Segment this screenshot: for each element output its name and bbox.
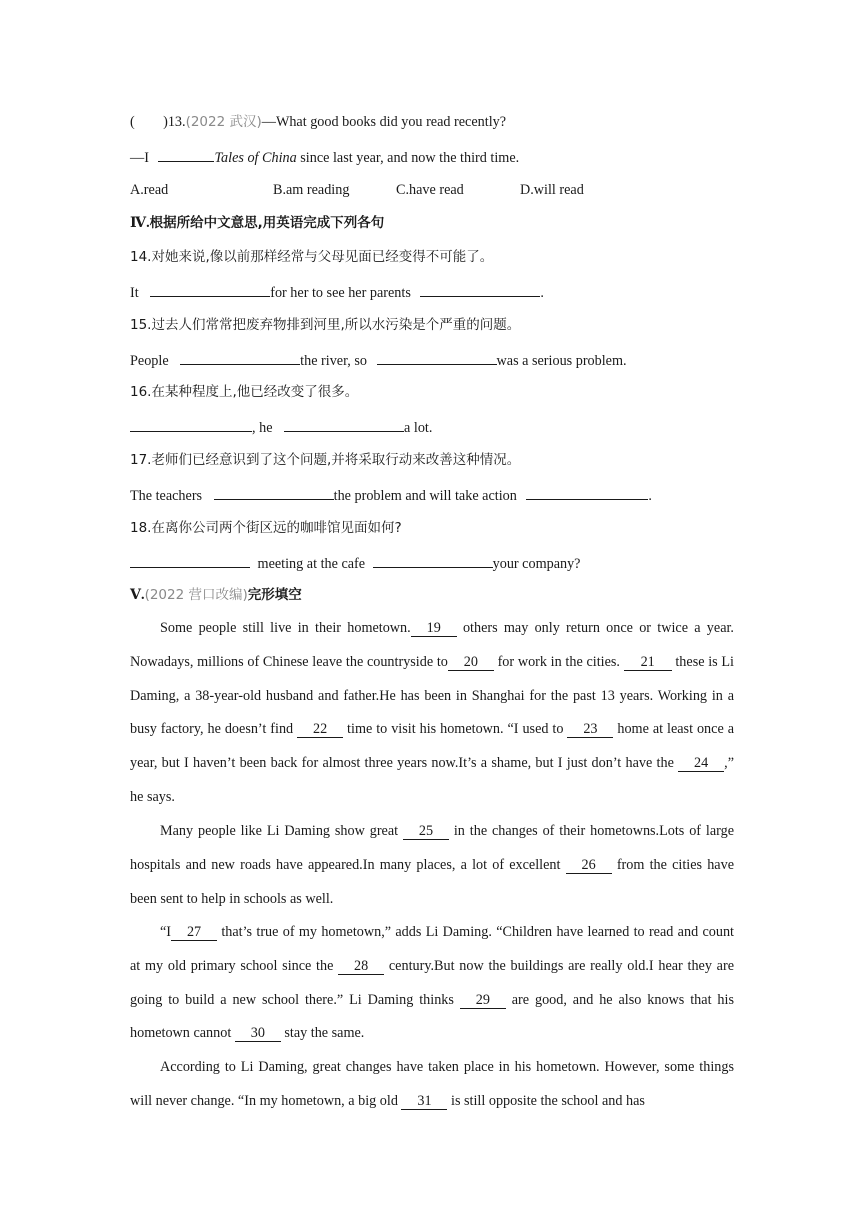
item-15-chinese: 15.过去人们常常把废弃物排到河里,所以水污染是个严重的问题。 — [130, 317, 521, 333]
paragraph-text: stay the same. — [280, 1025, 365, 1042]
paragraph-text: from the cities have been sent to help in schools as well. — [130, 856, 735, 907]
question-13 — [130, 112, 506, 132]
paragraph-text: Some people still live in their hometown. — [160, 620, 411, 636]
q13-answer-prefix: —I — [130, 150, 149, 166]
section-5-roman: Ⅴ. — [130, 587, 145, 603]
paragraph-text: century.But now the buildings are really old.I hear they are going to build a new school there.” Li Daming thinks — [130, 957, 734, 1008]
option-b[interactable]: B.am reading — [273, 182, 350, 198]
answer-blank[interactable] — [158, 146, 214, 162]
answer-blank[interactable] — [130, 552, 250, 568]
cloze-blank-21[interactable]: 21 — [624, 654, 672, 671]
item-14-text-2: for her to see her parents — [270, 285, 411, 301]
answer-blank[interactable] — [130, 416, 252, 432]
paragraph-text: these is Li Daming, a 38-year-old husband and father.He has been in Shanghai for the past 13 years. Working in a busy factory, he doesn’t find — [130, 653, 734, 738]
cloze-paragraph-1 — [130, 612, 734, 815]
item-16-chinese: 16.在某种程度上,他已经改变了很多。 — [130, 384, 359, 400]
item-18-answer — [130, 552, 580, 574]
answer-blank[interactable] — [526, 484, 648, 500]
paragraph-text: “I — [160, 924, 172, 940]
section-5-heading — [130, 585, 302, 605]
cloze-paragraph-3 — [130, 916, 734, 1051]
paragraph-text: are good, and he also knows that his hometown cannot — [130, 991, 734, 1042]
item-18-text-2: meeting at the cafe — [257, 556, 366, 572]
paragraph-text: for work in the cities. — [493, 653, 624, 670]
answer-blank[interactable] — [214, 484, 334, 500]
item-14-chinese: 14.对她来说,像以前那样经常与父母见面已经变得不可能了。 — [130, 249, 494, 265]
item-17-chinese: 17.老师们已经意识到了这个问题,并将采取行动来改善这种情况。 — [130, 452, 521, 468]
cloze-blank-20[interactable]: 20 — [448, 654, 494, 671]
item-17-answer — [130, 484, 652, 506]
q13-answer-line — [130, 146, 519, 168]
section-4-title: 根据所给中文意思,用英语完成下列各句 — [149, 215, 385, 231]
section-4-heading — [130, 213, 384, 233]
answer-blank[interactable] — [373, 552, 493, 568]
cloze-blank-23[interactable]: 23 — [567, 721, 613, 738]
item-15-text-3: was a serious problem. — [496, 353, 627, 369]
item-18-text-3: your company? — [492, 556, 581, 572]
answer-blank[interactable] — [377, 349, 497, 365]
item-14-text-1: It — [130, 285, 139, 301]
cloze-blank-24[interactable]: 24 — [678, 755, 724, 772]
paragraph-text: in the changes of their hometowns.Lots of large hospitals and new roads have appeared.In many places, a lot of excellent — [130, 823, 734, 873]
cloze-paragraph-4 — [130, 1051, 734, 1119]
item-16-text-3: a lot. — [404, 420, 433, 436]
cloze-blank-30[interactable]: 30 — [235, 1025, 281, 1042]
paragraph-text: ,” he says. — [130, 755, 734, 805]
cloze-blank-31[interactable]: 31 — [401, 1093, 447, 1110]
item-14-answer — [130, 281, 544, 303]
cloze-blank-22[interactable]: 22 — [297, 721, 343, 738]
item-16-answer — [130, 416, 432, 438]
item-17-text-2: the problem and will take action — [333, 488, 517, 504]
item-16-text-2: , he — [252, 420, 273, 436]
item-15-answer — [130, 349, 627, 371]
paragraph-text: that’s true of my hometown,” adds Li Daming. “Children have learned to read and count at my old primary school since the — [130, 924, 734, 974]
q13-source: (2022 武汉) — [185, 114, 262, 130]
paragraph-text: Many people like Li Daming show great — [160, 823, 403, 839]
item-17-text-1: The teachers — [130, 488, 203, 504]
q13-answer-title: Tales of China — [214, 150, 297, 166]
paragraph-text: home at least once a year, but I haven’t been back for almost three years now.It’s a shame, but I just don’t have the — [130, 721, 734, 772]
item-15-text-1: People — [130, 353, 169, 369]
paragraph-text: According to Li Daming, great changes have taken place in his hometown. However, some things will never change. “In my hometown, a big old — [130, 1059, 734, 1109]
option-d[interactable]: D.will read — [520, 182, 584, 198]
answer-blank[interactable] — [150, 281, 270, 297]
cloze-blank-27[interactable]: 27 — [171, 924, 217, 941]
section-4-roman: Ⅳ. — [130, 215, 150, 231]
q13-answer-suffix: since last year, and now the third time. — [296, 150, 520, 166]
paragraph-text: is still opposite the school and has — [447, 1092, 645, 1109]
section-5-title: 完形填空 — [247, 587, 302, 603]
item-14-text-3: . — [540, 285, 544, 301]
answer-blank[interactable] — [420, 281, 540, 297]
cloze-blank-25[interactable]: 25 — [403, 823, 449, 840]
item-18-chinese: 18.在离你公司两个街区远的咖啡馆见面如何? — [130, 520, 402, 536]
q13-paren: ( )13. — [130, 114, 186, 130]
option-c[interactable]: C.have read — [396, 182, 464, 198]
cloze-paragraph-2 — [130, 815, 734, 916]
item-15-text-2: the river, so — [300, 353, 367, 369]
cloze-blank-19[interactable]: 19 — [411, 620, 457, 637]
q13-options — [130, 180, 584, 200]
cloze-blank-29[interactable]: 29 — [460, 992, 506, 1009]
item-17-text-3: . — [648, 488, 652, 504]
cloze-blank-28[interactable]: 28 — [338, 958, 384, 975]
paragraph-text: others may only return once or twice a year. Nowadays, millions of Chinese leave the countryside to — [130, 620, 734, 670]
q13-question: —What good books did you read recently? — [261, 114, 507, 130]
paragraph-text: time to visit his hometown. “I used to — [343, 721, 568, 738]
answer-blank[interactable] — [180, 349, 300, 365]
answer-blank[interactable] — [284, 416, 404, 432]
section-5-source: (2022 营口改编) — [144, 587, 248, 603]
option-a[interactable]: A.read — [130, 182, 169, 198]
cloze-blank-26[interactable]: 26 — [566, 857, 612, 874]
